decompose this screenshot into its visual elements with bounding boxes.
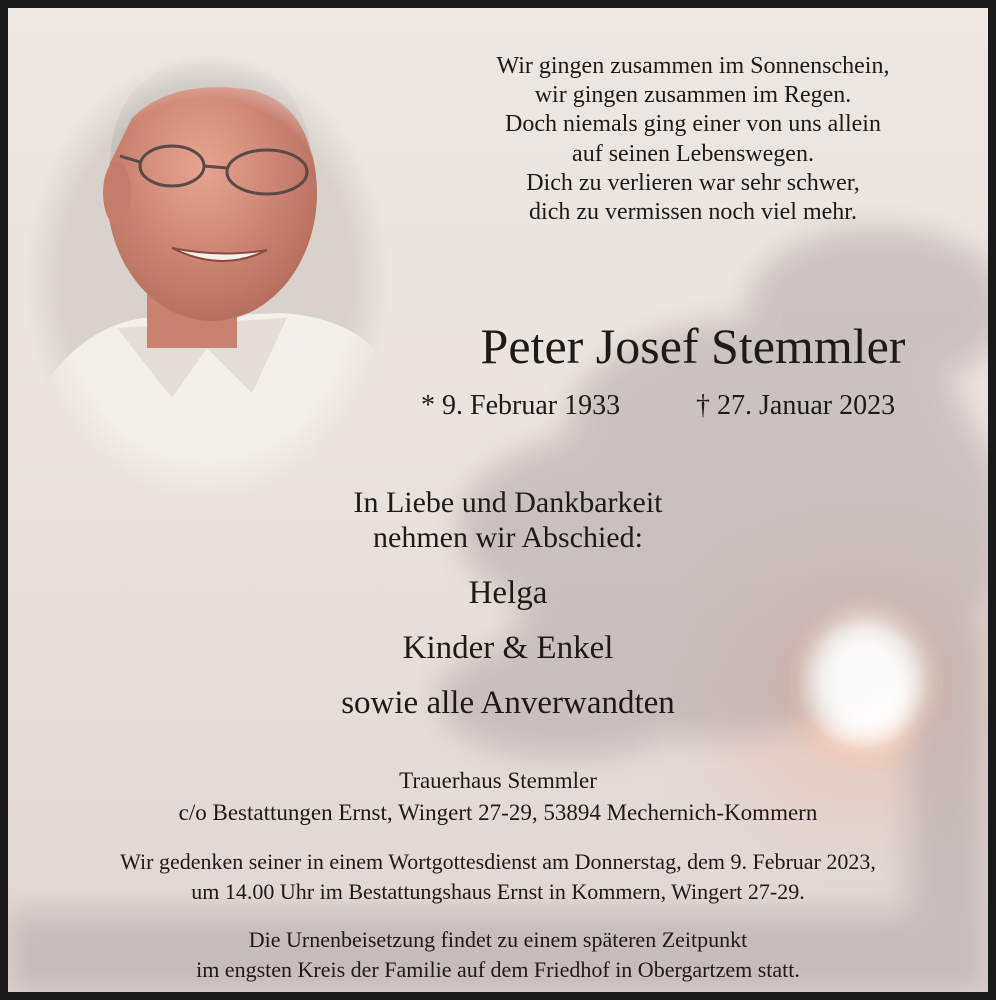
obituary-card: [8, 8, 988, 992]
poem-line: dich zu vermissen noch viel mehr.: [529, 198, 857, 225]
deceased-name: Peter Josef Stemmler: [480, 318, 906, 374]
mourning-house-title: Trauerhaus Stemmler: [399, 768, 597, 793]
burial-line: Die Urnenbeisetzung findet zu einem späteren Zeitpunkt: [248, 927, 748, 952]
mourner-name: Kinder & Enkel: [402, 630, 614, 666]
poem-line: wir gingen zusammen im Regen.: [534, 82, 852, 109]
mourner-name: sowie alle Anverwandten: [341, 685, 675, 721]
portrait-photo: [22, 28, 392, 508]
mourner-name: Helga: [468, 575, 548, 611]
service-line: Wir gedenken seiner in einem Wortgottesdienst am Donnerstag, dem 9. Februar 2023,: [120, 849, 876, 874]
service-line: um 14.00 Uhr im Bestattungshaus Ernst in Kommern, Wingert 27-29.: [191, 878, 805, 904]
farewell-line: In Liebe und Dankbarkeit: [353, 486, 663, 519]
death-date: † 27. Januar 2023: [696, 390, 896, 421]
mourning-house-address: c/o Bestattungen Ernst, Wingert 27-29, 53894 Mechernich-Kommern: [178, 800, 818, 825]
farewell-text: [208, 486, 808, 555]
burial-line: im engsten Kreis der Familie auf dem Friedhof in Obergartzem statt.: [196, 956, 800, 982]
burial-notice: [8, 925, 988, 984]
poem-line: Doch niemals ging einer von uns allein: [505, 111, 881, 138]
farewell-line: nehmen wir Abschied:: [373, 520, 643, 554]
poem-line: auf seinen Lebenswegen.: [572, 140, 814, 167]
birth-date: * 9. Februar 1933: [421, 390, 621, 421]
poem-line: Dich zu verlieren war sehr schwer,: [526, 169, 860, 196]
service-notice: [8, 847, 988, 906]
memorial-poem: [403, 52, 983, 227]
poem-line: Wir gingen zusammen im Sonnenschein,: [496, 53, 890, 79]
